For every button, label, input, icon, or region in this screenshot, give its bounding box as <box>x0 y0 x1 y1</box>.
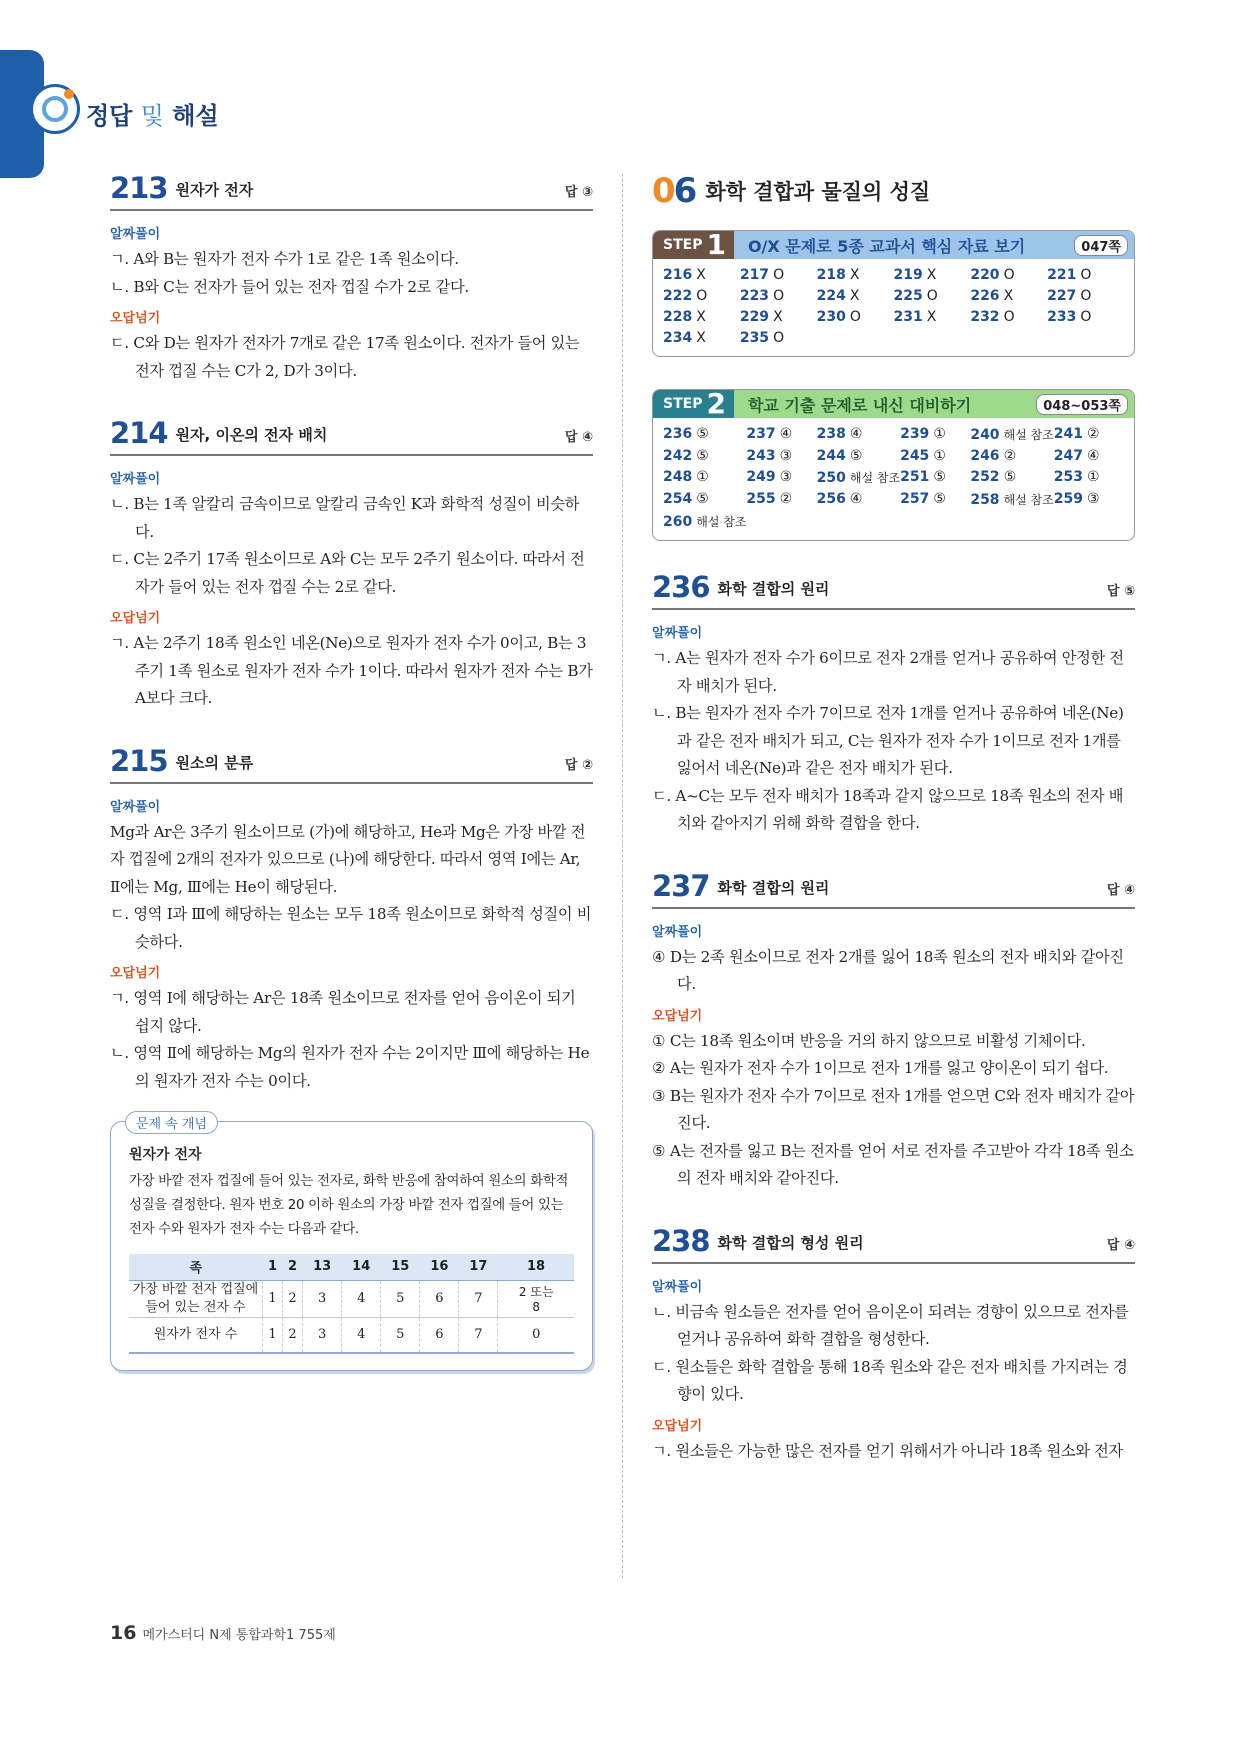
explanation-line: ② A는 원자가 전자 수가 1이므로 전자 1개를 잃고 양이온이 되기 쉽다. <box>652 1059 1109 1077</box>
table-header-cell: 족 <box>129 1254 263 1280</box>
concept-tag: 문제 속 개념 <box>125 1111 218 1134</box>
page-header-title: 정답 및 해설 <box>86 102 219 130</box>
question-answer: 답 ④ <box>1106 1237 1135 1253</box>
answer-cell: 227 O <box>1047 288 1092 304</box>
explanation-line: ㄱ. A는 원자가 전자 수가 6이므로 전자 2개를 얻거나 공유하여 안정한 전자 배치가 된다. <box>652 649 1124 695</box>
table-cell: 4 <box>342 1280 381 1317</box>
table-cell: 7 <box>459 1280 498 1317</box>
table-row <box>129 1280 574 1317</box>
answer-cell: 238 ④ <box>816 426 863 442</box>
concept-text: 가장 바깥 전자 껍질에 들어 있는 전자로, 화학 반응에 참여하여 원소의 화학적 성질을 결정한다. 원자 번호 20 이하 원소의 가장 바깥 전자 껍질에 들어 있는 전자 수와 원자가 전자 수는 다음과 같다. <box>129 1174 569 1237</box>
answer-cell: 222 O <box>663 288 708 304</box>
table-cell: 5 <box>381 1280 420 1317</box>
step-label: STEP 2 <box>653 390 734 418</box>
answer-cell: 259 ③ <box>1053 491 1100 507</box>
answer-cell: 224 X <box>816 288 860 304</box>
question-number: 237 <box>652 868 710 903</box>
odap-label: 오답넘기 <box>652 1418 703 1434</box>
table-header-cell: 2 <box>283 1254 303 1280</box>
table-cell: 5 <box>381 1317 420 1353</box>
table-header-cell: 15 <box>381 1254 420 1280</box>
question-number: 214 <box>110 416 168 450</box>
table-cell: 2 <box>283 1317 303 1353</box>
question-title: 원자가 전자 <box>175 181 254 199</box>
table-cell: 6 <box>420 1317 459 1353</box>
answer-cell: 217 O <box>739 267 785 283</box>
question-237 <box>652 868 1135 1193</box>
odap-label: 오답넘기 <box>110 311 161 326</box>
answer-cell: 254 ⑤ <box>663 491 709 507</box>
explanation-line: ㄴ. B와 C는 전자가 들어 있는 전자 껍질 수가 2로 같다. <box>110 277 469 296</box>
step-title: O/X 문제로 5종 교과서 핵심 자료 보기 <box>747 236 1026 256</box>
question-number: 236 <box>652 570 710 604</box>
explanation-line: ㄷ. C는 2주기 17족 원소이므로 A와 C는 모두 2주기 원소이다. 따라서 전자가 들어 있는 전자 껍질 수는 2로 같다. <box>110 550 585 596</box>
explanation-line: ㄴ. 영역 Ⅱ에 해당하는 Mg의 원자가 전자 수는 2이지만 Ⅲ에 해당하는 He의 원자가 전자 수는 0이다. <box>110 1044 590 1090</box>
alja-label: 알짜풀이 <box>110 799 161 815</box>
answer-cell: 256 ④ <box>816 491 863 507</box>
odap-label: 오답넘기 <box>652 1008 703 1024</box>
table-cell: 4 <box>342 1317 381 1353</box>
answer-cell: 216 X <box>663 267 706 283</box>
answer-cell: 226 X <box>970 288 1014 304</box>
table-header-cell: 14 <box>342 1254 381 1280</box>
section-title: 화학 결합과 물질의 성질 <box>705 180 931 204</box>
answer-cell: 220 O <box>970 267 1015 283</box>
table-header-cell: 13 <box>303 1254 342 1280</box>
alja-label: 알짜풀이 <box>652 626 703 641</box>
answer-cell: 249 ③ <box>746 469 793 485</box>
answer-cell: 252 ⑤ <box>970 469 1017 485</box>
column-divider <box>622 174 623 1578</box>
step-page: 047쪽 <box>1074 235 1128 256</box>
answer-cell: 231 X <box>893 309 937 325</box>
step1-answers <box>653 259 1134 356</box>
answer-cell: 251 ⑤ <box>900 469 946 485</box>
explanation-line: ㄱ. A는 2주기 18족 원소인 네온(Ne)으로 원자가 전자 수가 0이고, B는 3주기 1족 원소로 원자가 전자 수가 1이다. 따라서 원자가 전자 수는 B가 A보다 크다. <box>110 634 593 707</box>
table-cell: 7 <box>459 1317 498 1353</box>
step-page: 048~053쪽 <box>1036 394 1128 415</box>
answer-cell: 228 X <box>663 309 706 325</box>
question-answer: 답 ④ <box>564 430 593 445</box>
explanation-paragraph: Mg과 Ar은 3주기 원소이므로 (가)에 해당하고, He과 Mg은 가장 바깥 전자 껍질에 2개의 전자가 있으므로 (나)에 해당한다. 따라서 영역 Ⅰ에는 Ar, Ⅱ에는 Mg, Ⅲ에는 He이 해당된다. <box>110 822 586 896</box>
step2-box <box>652 389 1135 541</box>
answer-cell: 248 ① <box>663 469 709 485</box>
table-cell: 2 또는 8 <box>498 1280 574 1317</box>
question-title: 원소의 분류 <box>175 753 254 772</box>
question-236 <box>652 570 1135 838</box>
answer-cell: 218 X <box>816 267 860 283</box>
explanation-line: ㄷ. 영역 Ⅰ과 Ⅲ에 해당하는 원소는 모두 18족 원소이므로 화학적 성질이 비슷하다. <box>110 905 592 951</box>
answer-cell: 237 ④ <box>746 426 793 442</box>
answer-cell: 245 ① <box>900 448 946 464</box>
answer-cell: 235 O <box>739 330 785 346</box>
question-number: 213 <box>110 171 168 205</box>
table-cell: 원자가 전자 수 <box>129 1317 263 1353</box>
right-column <box>652 171 1135 1499</box>
question-238 <box>652 1223 1135 1466</box>
answer-cell: 239 ① <box>900 426 946 442</box>
explanation-line: ㄷ. 원소들은 화학 결합을 통해 18족 원소와 같은 전자 배치를 가지려는 경향이 있다. <box>652 1357 1128 1403</box>
table-cell: 1 <box>263 1280 283 1317</box>
valence-table <box>129 1254 574 1354</box>
answer-cell: 255 ② <box>746 491 793 507</box>
answer-cell: 232 O <box>970 309 1015 325</box>
answer-cell: 242 ⑤ <box>663 448 709 464</box>
table-cell: 2 <box>283 1280 303 1317</box>
explanation-line: ㄴ. 비금속 원소들은 전자를 얻어 음이온이 되려는 경향이 있으므로 전자를 얻거나 공유하여 화학 결합을 형성한다. <box>652 1302 1129 1348</box>
step2-answers <box>653 418 1134 540</box>
answer-cell: 234 X <box>663 330 706 346</box>
explanation-line: ㄴ. B는 1족 알칼리 금속이므로 알칼리 금속인 K과 화학적 성질이 비슷하다. <box>110 495 580 541</box>
table-header-cell: 17 <box>459 1254 498 1280</box>
explanation-line: ㄱ. 영역 Ⅰ에 해당하는 Ar은 18족 원소이므로 전자를 얻어 음이온이 되기 쉽지 않다. <box>110 989 576 1035</box>
explanation-line: ⑤ A는 전자를 잃고 B는 전자를 얻어 서로 전자를 주고받아 각각 18족 원소의 전자 배치와 같아진다. <box>652 1141 1134 1187</box>
alja-label: 알짜풀이 <box>652 924 703 940</box>
magnifier-check-icon <box>30 84 80 134</box>
explanation-line: ① C는 18족 원소이며 반응을 거의 하지 않으므로 비활성 기체이다. <box>652 1031 1086 1050</box>
answer-cell: 240 해설 참조 <box>970 427 1054 443</box>
explanation-line: ㄱ. A와 B는 원자가 전자 수가 1로 같은 1족 원소이다. <box>110 250 459 268</box>
section-heading <box>652 171 1135 211</box>
table-cell: 1 <box>263 1317 283 1353</box>
question-number: 215 <box>110 743 168 778</box>
question-214 <box>110 416 593 713</box>
answer-cell: 243 ③ <box>746 448 793 464</box>
question-answer: 답 ⑤ <box>1106 584 1135 599</box>
answer-cell: 229 X <box>739 309 783 325</box>
answer-cell: 260 해설 참조 <box>663 514 747 530</box>
table-cell: 3 <box>303 1317 342 1353</box>
table-row <box>129 1317 574 1353</box>
question-title: 원자, 이온의 전자 배치 <box>175 426 328 444</box>
odap-label: 오답넘기 <box>110 611 161 626</box>
table-cell: 6 <box>420 1280 459 1317</box>
question-title: 화학 결합의 형성 원리 <box>717 1233 864 1252</box>
table-cell: 0 <box>498 1317 574 1353</box>
answer-cell: 221 O <box>1047 267 1092 283</box>
odap-label: 오답넘기 <box>110 966 161 981</box>
question-213 <box>110 171 593 385</box>
explanation-line: ③ B는 원자가 전자 수가 7이므로 전자 1개를 얻으면 C와 전자 배치가 같아진다. <box>652 1086 1135 1132</box>
left-column <box>110 171 593 1405</box>
explanation-line: ㄷ. A~C는 모두 전자 배치가 18족과 같지 않으므로 18족 원소의 전자 배치와 같아지기 위해 화학 결합을 한다. <box>652 786 1124 832</box>
question-answer: 답 ④ <box>1106 882 1135 898</box>
table-header-cell: 1 <box>263 1254 283 1280</box>
question-title: 화학 결합의 원리 <box>717 580 830 598</box>
question-answer: 답 ② <box>564 757 593 773</box>
book-title: 메가스터디 N제 통합과학1 755제 <box>142 1628 336 1643</box>
question-answer: 답 ③ <box>564 185 593 200</box>
explanation-line: ㄴ. B는 원자가 전자 수가 7이므로 전자 1개를 얻거나 공유하여 네온(Ne)과 같은 전자 배치가 되고, C는 원자가 전자 수가 1이므로 전자 1개를 잃어서 네온(Ne)과 같은 전자 배치가 된다. <box>652 704 1124 777</box>
page-number: 16 <box>110 1622 137 1644</box>
answer-cell: 258 해설 참조 <box>970 492 1054 508</box>
answer-cell: 257 ⑤ <box>900 491 946 507</box>
answer-cell: 230 O <box>816 309 861 325</box>
concept-heading: 원자가 전자 <box>129 1147 202 1163</box>
answer-cell: 223 O <box>739 288 785 304</box>
answer-cell: 244 ⑤ <box>816 448 863 464</box>
step-label: STEP 1 <box>653 231 734 259</box>
table-header-cell: 16 <box>420 1254 459 1280</box>
step-title: 학교 기출 문제로 내신 대비하기 <box>747 395 972 415</box>
table-cell: 3 <box>303 1280 342 1317</box>
answer-cell: 253 ① <box>1053 469 1100 485</box>
explanation-line: ㄷ. C와 D는 원자가 전자가 7개로 같은 17족 원소이다. 전자가 들어 있는 전자 껍질 수는 C가 2, D가 3이다. <box>110 334 580 380</box>
alja-label: 알짜풀이 <box>652 1279 703 1295</box>
table-cell: 가장 바깥 전자 껍질에 들어 있는 전자 수 <box>129 1280 263 1317</box>
answer-cell: 241 ② <box>1053 426 1100 442</box>
answer-cell: 219 X <box>893 267 937 283</box>
answer-cell: 250 해설 참조 <box>816 470 901 486</box>
question-number: 238 <box>652 1223 710 1258</box>
answer-cell: 246 ② <box>970 448 1017 464</box>
table-header-cell: 18 <box>498 1254 574 1280</box>
answer-cell: 233 O <box>1047 309 1092 325</box>
answer-cell: 236 ⑤ <box>663 426 709 442</box>
step1-box <box>652 230 1135 357</box>
alja-label: 알짜풀이 <box>110 472 161 487</box>
section-number: 06 <box>652 171 696 211</box>
question-title: 화학 결합의 원리 <box>717 878 830 897</box>
alja-label: 알짜풀이 <box>110 227 161 242</box>
explanation-line: ㄱ. 원소들은 가능한 많은 전자를 얻기 위해서가 아니라 18족 원소와 전자 <box>652 1441 1123 1460</box>
concept-box <box>110 1117 593 1371</box>
page-footer <box>110 1622 336 1644</box>
answer-cell: 225 O <box>893 288 938 304</box>
answer-cell: 247 ④ <box>1053 448 1100 464</box>
question-215 <box>110 743 593 1372</box>
explanation-line: ④ D는 2족 원소이므로 전자 2개를 잃어 18족 원소의 전자 배치와 같아진다. <box>652 947 1124 993</box>
